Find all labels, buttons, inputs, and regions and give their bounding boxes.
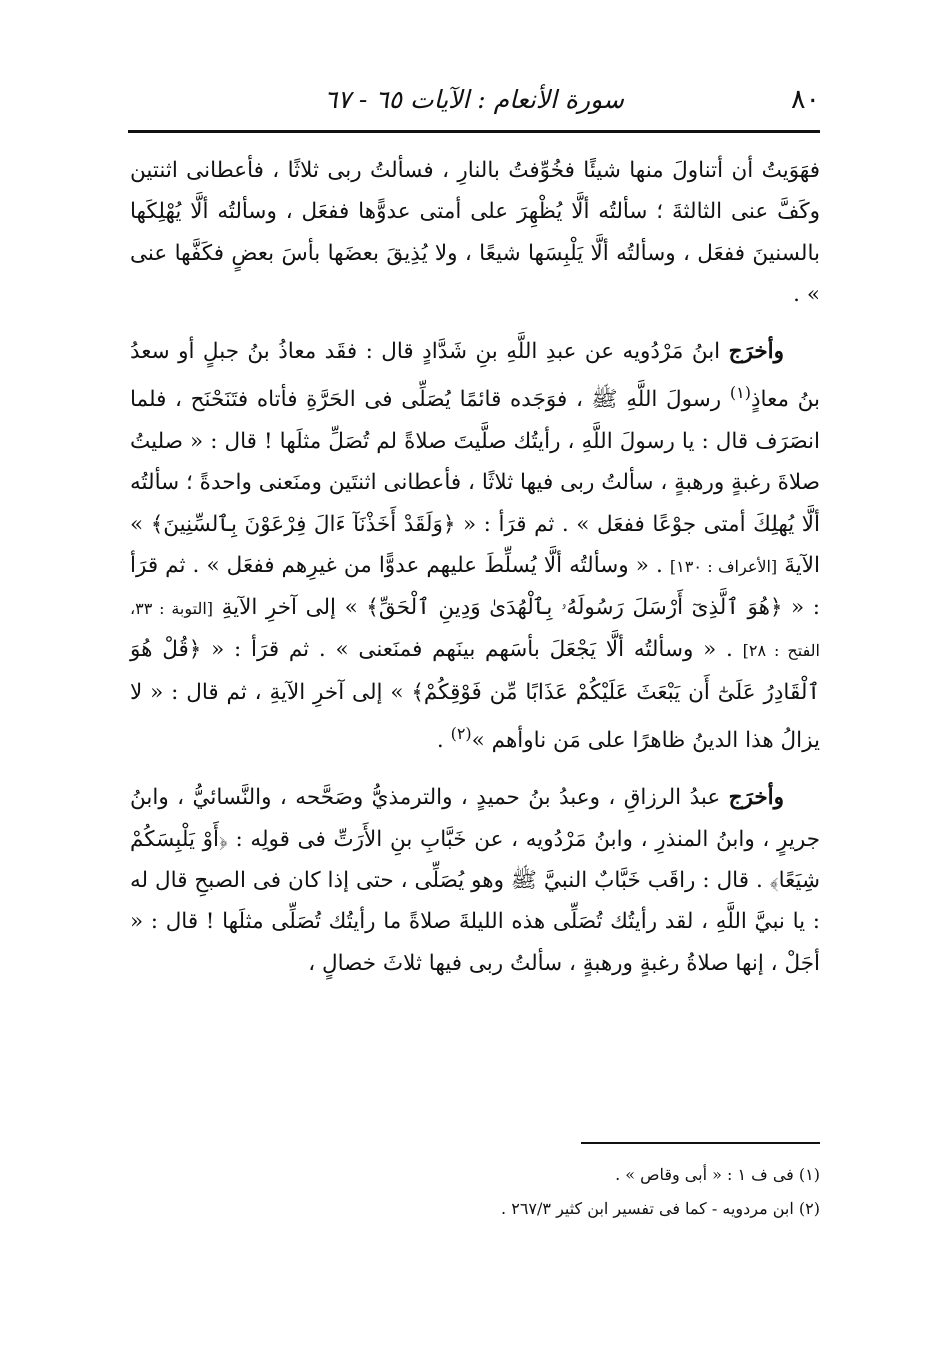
paragraph-1: فهَوَيتُ أن أتناولَ منها شيئًا فخُوِّفتُ بالنارِ ، فسألتُ ربى ثلاثًا ، فأعطانى اثنتين وكَفَّ عنى الثالثةَ ؛ سألتُه ألَّا يُظْهِرَ على أمتى عدوًّها ففعَل ، وسألتُه ألَّا يُهْلِكَها بالسنينَ ففعَل ، وسألتُه ألَّا يَلْبِسَها شيعًا ، ولا يُذِيقَ بعضَها بأسَ بعضٍ فكَفَّها عنى » . <box>130 158 820 307</box>
paragraph-text: عبدُ الرزاقِ ، وعبدُ بنُ حميدٍ ، والترمذيُّ وصَحَّحه ، والنَّسائيُّ ، وابنُ جريرٍ ، وابنُ المنذرِ ، وابنُ مَرْدُويه ، عن خَبَّابِ بنِ الأَرَتِّ فى قولِه : ﴿أَوْ يَلْبِسَكُمْ شِيَعًا﴾ . قال : راقَب خَبَّابٌ النبيَّ ﷺ وهو يُصَلِّى ، حتى إذا كان فى الصبحِ قال له : يا نبيَّ اللَّهِ ، لقد رأيتُك تُصَلِّى هذه الليلةَ صلاةً ما رأيتُك تُصَلِّى مثلَها ! قال : « أجَلْ ، إنها صلاةُ رغبةٍ ورهبةٍ ، سألتُ ربى فيها ثلاثَ خصالٍ ، <box>130 785 820 976</box>
footnote-2: (٢) ابن مردويه - كما فى تفسير ابن كثير ٢٦٧/٣ . <box>501 1199 820 1218</box>
paragraph-text: . <box>436 728 451 754</box>
footnote-rule <box>581 1142 820 1144</box>
running-title: سورة الأنعام : الآيات ٦٥ - ٦٧ <box>324 85 624 114</box>
verse-citation: [الأعراف : ١٣٠] <box>669 556 778 576</box>
paragraph-text: . « وسألتُه ألَّا يُسلِّطَ عليهم عدوًّا من غيرِهم ففعَل » . ثم قرَأ : « ﴿هُوَ ٱلَّذِىٓ أَرْسَلَ رَسُولَهُۥ بِٱلْهُدَىٰ وَدِينِ ٱلْحَقِّ﴾ » إلى آخرِ الآيةِ <box>130 552 821 621</box>
paragraph-lead-word: وأخرَج <box>728 785 784 811</box>
page-number: ٨٠ <box>790 84 820 115</box>
paragraph-text: . « وسألتُه ألَّا يَجْعَلَ بأسَهم بينَهم فمنَعنى » . ثم قرَأ : « ﴿قُلْ هُوَ ٱلْقَادِرُ عَلَىٰٓ أَن يَبْعَثَ عَلَيْكُمْ عَذَابًا مِّن فَوْقِكُمْ﴾ » إلى آخرِ الآيةِ ، ثم قال : « لا يزالُ هذا الدينُ ظاهرًا على مَن ناوأهم » <box>130 637 820 754</box>
paragraph-3 <box>130 777 820 983</box>
paragraph-text: ابنُ مَرْدُويه عن عبدِ اللَّهِ بنِ شَدَّادٍ قال : فقَد معاذُ بنُ جبلٍ أو سعدُ بنُ معاذٍ <box>130 339 820 413</box>
footnote-ref-1: (١) <box>729 383 751 403</box>
footnote-1: (١) فى ف ١ : « أبى وقاص » . <box>615 1165 820 1184</box>
header-rule <box>128 130 820 133</box>
paragraph-2 <box>130 331 820 761</box>
paragraph-lead-word: وأخرَج <box>728 339 784 365</box>
footnote-ref-2: (٢) <box>450 724 472 744</box>
verse-citation: [التوبة : ٣٣، الفتح : ٢٨] <box>130 599 820 661</box>
page-header <box>128 78 820 122</box>
footnotes <box>130 1158 820 1226</box>
body-text <box>130 150 820 984</box>
paragraph-text: رسولَ اللَّهِ ﷺ ، فوَجَده قائمًا يُصَلِّى فى الحَرَّةِ فأتاه فتَنَحْنَح ، فلما انصَرَف قال : يا رسولَ اللَّهِ ، رأيتُك صلَّيتَ صلاةً لم تُصَلِّ مثلَها ! قال : « صليتُ صلاةَ رغبةٍ ورهبةٍ ، سألتُ ربى فيها ثلاثًا ، فأعطانى اثنتَين ومنَعنى واحدةً ؛ سألتُه ألَّا يُهلِكَ أمتى جوْعًا ففعَل » . ثم قرَأ : « ﴿وَلَقَدْ أَخَذْنَآ ءَالَ فِرْعَوْنَ بِٱلسِّنِينَ﴾ » الآيةَ <box>130 387 821 578</box>
